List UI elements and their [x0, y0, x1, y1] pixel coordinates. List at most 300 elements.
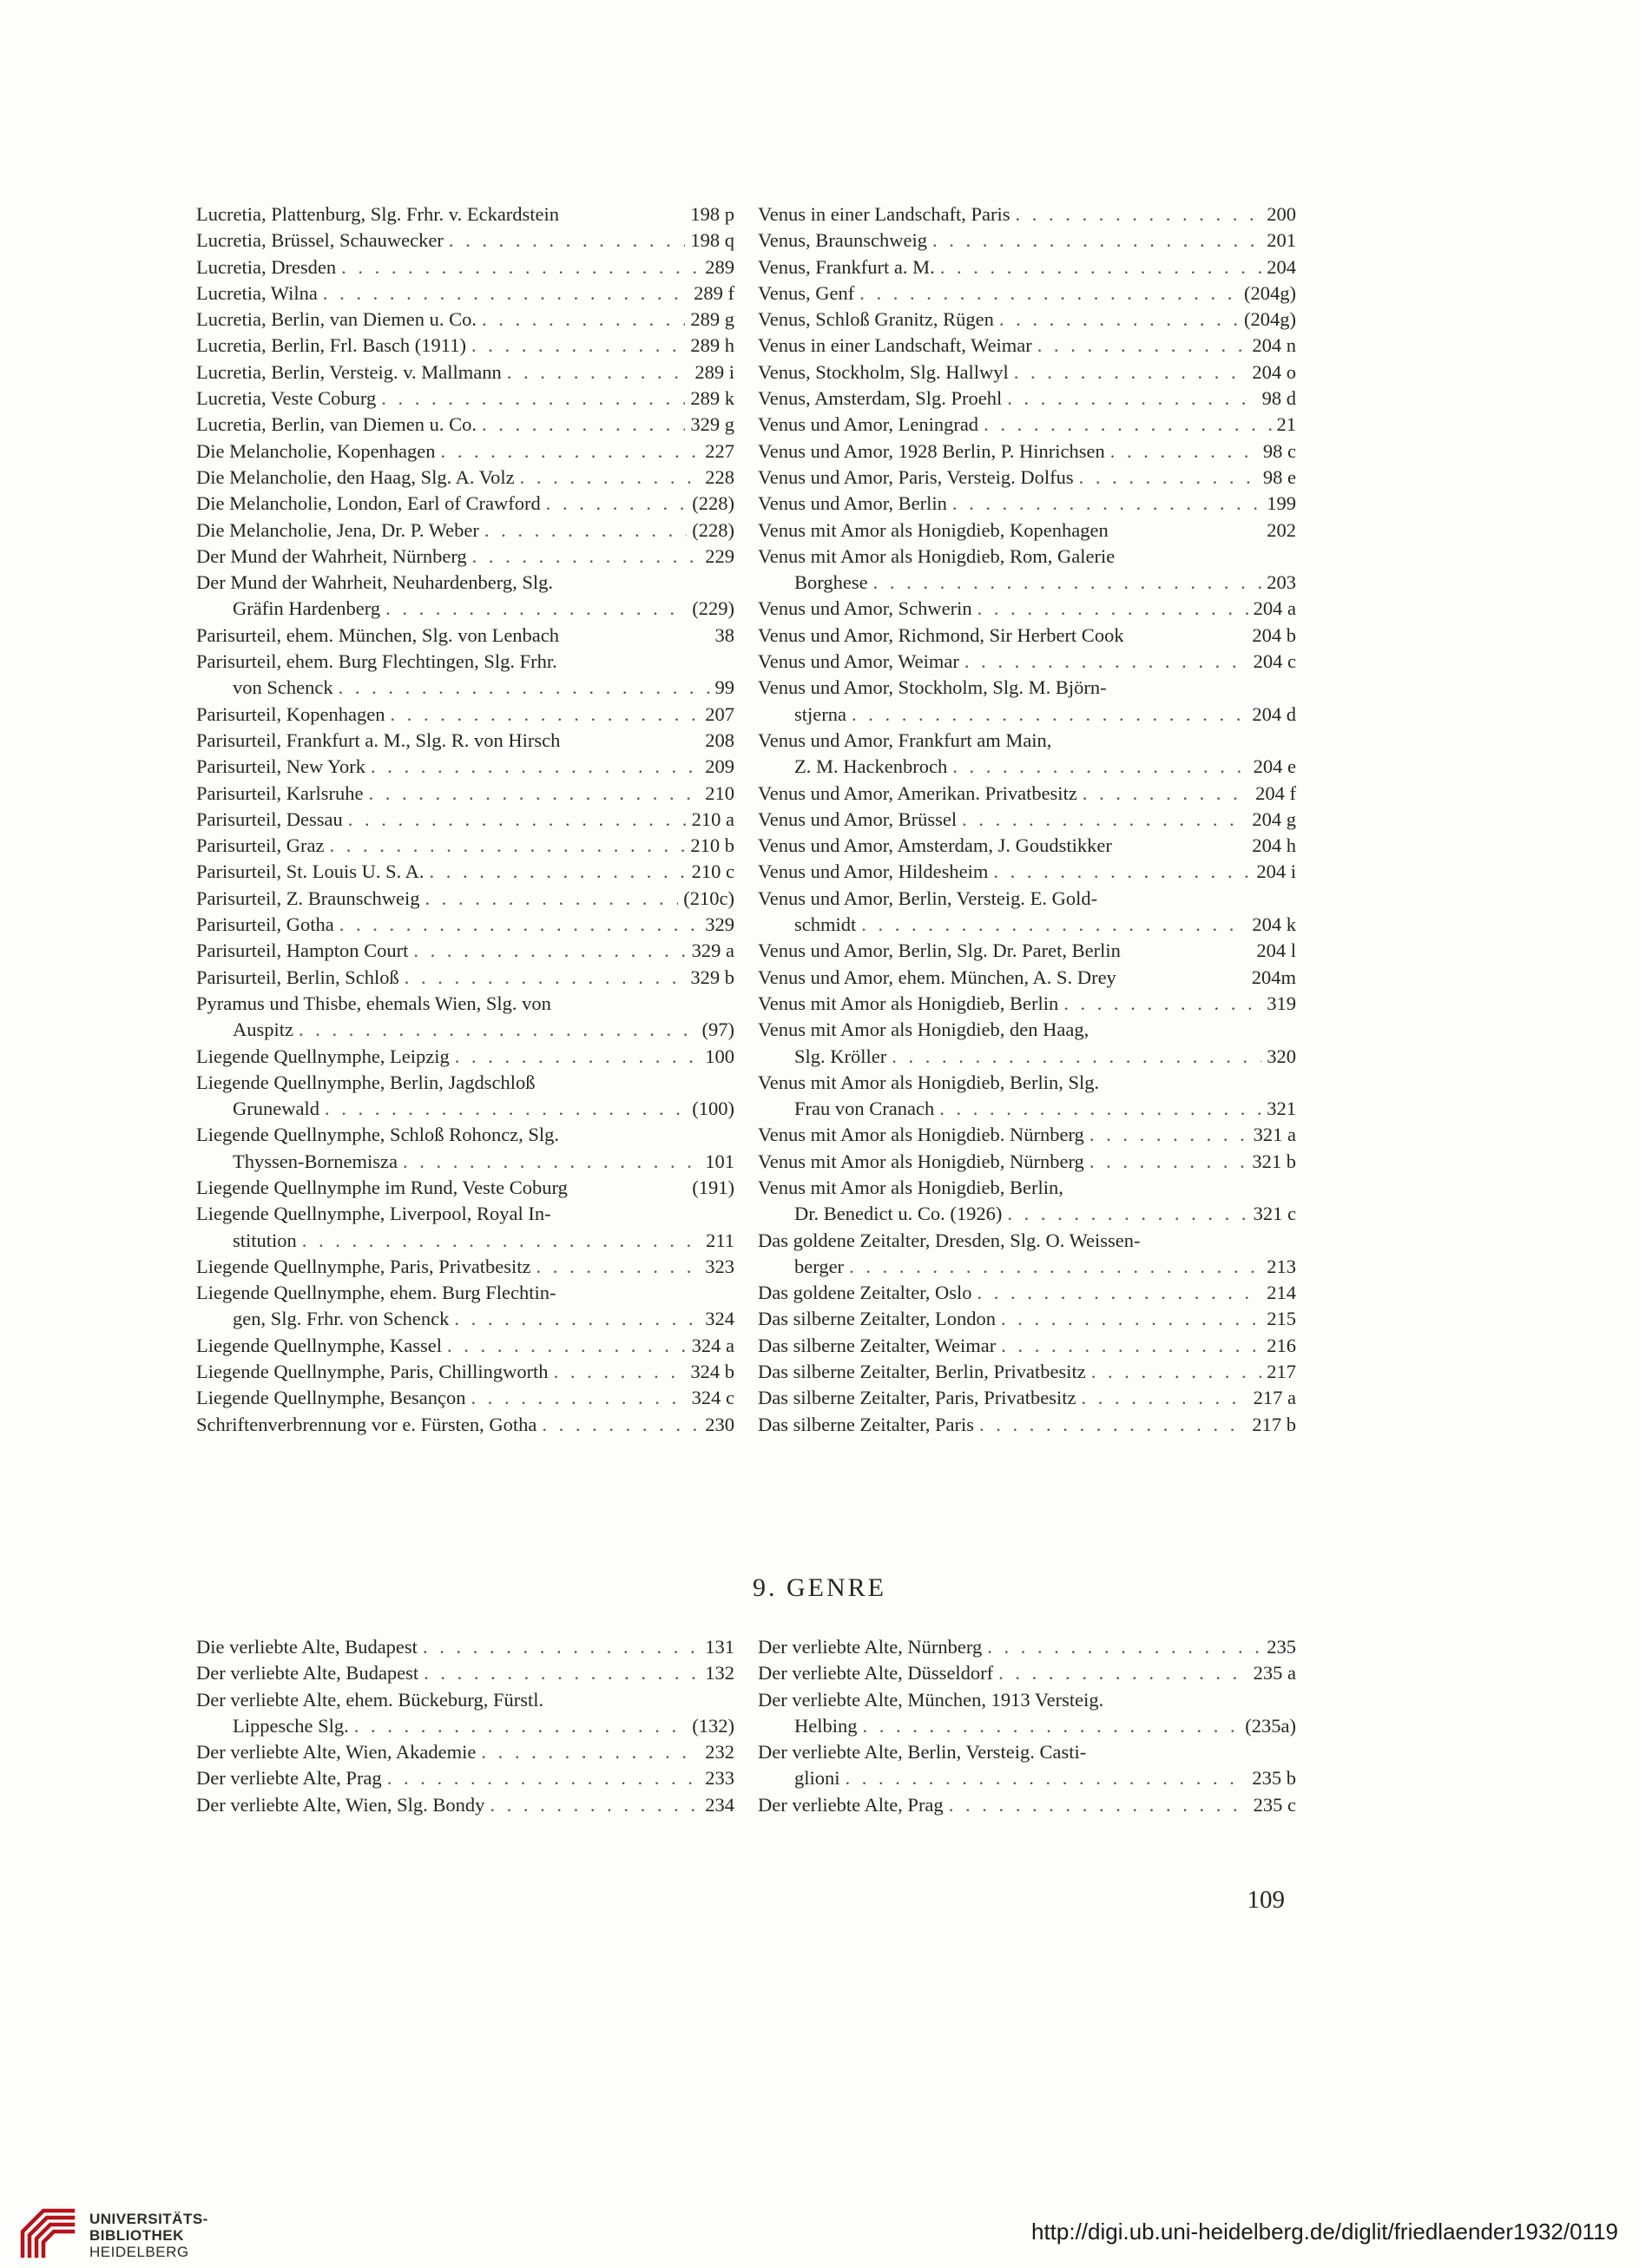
entry-page-ref: 213 — [1267, 1255, 1296, 1277]
entry-title-line — [758, 307, 1296, 333]
entry-text: Venus und Amor, Weimar — [758, 650, 959, 673]
entry-text: Venus mit Amor als Honigdieb, Kopenhagen — [758, 518, 1109, 541]
entry-title-line — [758, 1687, 1296, 1713]
leader-dots — [477, 412, 685, 438]
entry-page-ref: 200 — [1267, 203, 1296, 225]
leader-dots — [996, 1306, 1261, 1332]
leader-dots — [365, 754, 700, 780]
entry-title-line — [758, 675, 1296, 701]
index-entry — [196, 1792, 734, 1818]
entry-page-ref: 204 f — [1255, 781, 1296, 804]
entry-text: Thyssen-Bornemisza — [233, 1150, 398, 1172]
leader-dots — [297, 1228, 701, 1254]
entry-page-ref: 204 e — [1253, 755, 1296, 778]
entry-text: Venus mit Amor als Honigdieb, Nürnberg — [758, 1150, 1084, 1172]
entry-title-line — [758, 649, 1296, 675]
leader-dots — [974, 1412, 1247, 1438]
entry-text: Parisurteil, Frankfurt a. M., Slg. R. von Hirsch — [196, 729, 561, 751]
index-entry — [758, 859, 1296, 885]
leader-dots — [467, 544, 701, 570]
index-entry — [758, 1122, 1296, 1148]
index-entry — [196, 1412, 734, 1438]
entry-page-ref: 289 — [705, 255, 734, 278]
entry-title-line — [758, 1306, 1296, 1332]
entry-text: Der Mund der Wahrheit, Nürnberg — [196, 544, 467, 567]
leader-dots — [477, 307, 685, 333]
entry-page-ref: 214 — [1267, 1282, 1296, 1304]
leader-dots — [972, 596, 1248, 622]
entry-text: schmidt — [794, 913, 857, 936]
index-entry — [196, 465, 734, 491]
entry-page-ref: 235 b — [1252, 1767, 1296, 1790]
leader-dots — [1010, 201, 1262, 227]
leader-dots — [927, 227, 1261, 254]
entry-title-line — [758, 227, 1296, 254]
entry-text: Lucretia, Wilna — [196, 281, 318, 304]
entry-text: Parisurteil, New York — [196, 755, 365, 778]
entry-page-ref: 100 — [705, 1045, 734, 1067]
entry-title-line — [196, 1412, 734, 1438]
entry-page-ref: 207 — [705, 702, 734, 725]
entry-title-line — [196, 438, 734, 465]
index-entry — [758, 781, 1296, 807]
entry-title-line — [758, 1070, 1296, 1096]
index-entry — [196, 1739, 734, 1765]
entry-title-line — [758, 859, 1296, 885]
entry-page-ref: 99 — [714, 676, 734, 699]
index-entry — [196, 1044, 734, 1070]
leader-dots — [376, 386, 685, 412]
source-url-link[interactable]: http://digi.ub.uni-heidelberg.de/diglit/friedlaender1932/0119 — [1030, 2219, 1618, 2245]
entry-page-ref: 234 — [705, 1793, 734, 1816]
leader-dots — [334, 912, 701, 938]
entry-text: Lucretia, Berlin, van Diemen u. Co. — [196, 308, 477, 331]
entry-page-ref: 217 b — [1252, 1413, 1296, 1435]
entry-text: Das silberne Zeitalter, Weimar — [758, 1334, 997, 1356]
leader-dots — [844, 1254, 1261, 1280]
entry-title-line — [758, 254, 1296, 280]
entry-text: Das silberne Zeitalter, Paris — [758, 1413, 975, 1435]
entry-text: Lucretia, Dresden — [196, 255, 337, 278]
index-entry — [196, 359, 734, 386]
entry-text: Parisurteil, Dessau — [196, 808, 343, 830]
entry-continuation-line — [758, 1201, 1296, 1227]
entry-page-ref: (229) — [692, 597, 734, 620]
entry-title-line — [758, 938, 1296, 964]
entry-title-line — [758, 438, 1296, 465]
entry-text: Venus und Amor, Stockholm, Slg. M. Björn- — [758, 676, 1107, 699]
entry-page-ref: 38 — [714, 623, 734, 646]
entry-text: Lucretia, Berlin, Frl. Basch (1911) — [196, 334, 466, 357]
entry-text: Parisurteil, Karlsruhe — [196, 781, 364, 804]
entry-page-ref: 204 l — [1256, 940, 1296, 962]
entry-text: Borghese — [794, 571, 868, 594]
entry-title-line — [758, 1175, 1296, 1201]
entry-title-line — [196, 833, 734, 859]
index-entry — [758, 596, 1296, 622]
entry-text: Venus und Amor, Berlin, Slg. Dr. Paret, Berlin — [758, 940, 1121, 962]
entry-page-ref: 321 — [1267, 1098, 1296, 1120]
index-entry — [196, 754, 734, 780]
entry-text: Der verliebte Alte, Prag — [758, 1793, 944, 1816]
index-entry — [758, 833, 1296, 859]
leader-dots — [1105, 438, 1258, 465]
index-entry — [196, 386, 734, 412]
entry-title-line — [196, 1765, 734, 1791]
library-name-line2: BIBLIOTHEK — [89, 2227, 184, 2244]
leader-dots — [947, 491, 1261, 517]
leader-dots — [854, 280, 1239, 307]
entry-text: Das goldene Zeitalter, Dresden, Slg. O. Weissen- — [758, 1229, 1141, 1251]
entry-page-ref: 208 — [705, 729, 734, 751]
entry-text: Liegende Quellnymphe, Leipzig — [196, 1045, 450, 1067]
entry-page-ref: 321 a — [1253, 1124, 1296, 1146]
entry-page-ref: 204 c — [1253, 650, 1296, 673]
entry-continuation-line — [196, 1017, 734, 1043]
page-number: 109 — [1247, 1886, 1285, 1914]
entry-title-line — [196, 254, 734, 280]
entry-title-line — [196, 886, 734, 912]
entry-page-ref: 204 h — [1252, 834, 1296, 857]
entry-text: Venus und Amor, Richmond, Sir Herbert Cook — [758, 623, 1124, 646]
entry-page-ref: 201 — [1267, 229, 1296, 252]
index-entry — [758, 728, 1296, 781]
entry-page-ref: (204g) — [1244, 308, 1296, 331]
leader-dots — [978, 412, 1271, 438]
entry-text: Der verliebte Alte, Budapest — [196, 1662, 419, 1685]
entry-title-line — [758, 280, 1296, 307]
entry-page-ref: 233 — [705, 1767, 734, 1790]
entry-page-ref: 232 — [705, 1741, 734, 1764]
entry-title-line — [196, 649, 734, 675]
index-entry — [196, 412, 734, 438]
entry-page-ref: 227 — [705, 439, 734, 462]
leader-dots — [959, 649, 1248, 675]
entry-title-line — [196, 465, 734, 491]
entry-text: Venus und Amor, Hildesheim — [758, 860, 989, 883]
entry-text: Venus und Amor, Paris, Versteig. Dolfus — [758, 465, 1074, 488]
index-entry — [196, 859, 734, 885]
index-entry — [758, 227, 1296, 254]
index-entry — [758, 1792, 1296, 1818]
entry-text: Die Melancholie, Jena, Dr. P. Weber — [196, 518, 479, 541]
entry-page-ref: (132) — [692, 1714, 734, 1737]
entry-title-line — [758, 1660, 1296, 1686]
index-entry — [758, 491, 1296, 517]
entry-page-ref: 101 — [705, 1150, 734, 1172]
entry-page-ref: 204 a — [1253, 597, 1296, 620]
entry-text: Parisurteil, Z. Braunschweig — [196, 887, 420, 909]
entry-text: Liegende Quellnymphe, Kassel — [196, 1334, 443, 1356]
entry-text: Parisurteil, St. Louis U. S. A. — [196, 860, 425, 883]
index-entry — [196, 1687, 734, 1740]
leader-dots — [957, 807, 1247, 833]
leader-dots — [982, 1634, 1261, 1660]
index-entry — [758, 623, 1296, 649]
ub-heidelberg-logo-icon — [17, 2205, 78, 2259]
entry-continuation-line — [758, 702, 1296, 728]
entry-title-line — [196, 1122, 734, 1148]
leader-dots — [349, 1713, 688, 1739]
leader-dots — [398, 1149, 700, 1175]
index-entry — [758, 544, 1296, 597]
entry-page-ref: 204 i — [1256, 860, 1296, 883]
entry-text: Liegende Quellnymphe, Besançon — [196, 1387, 466, 1409]
entry-page-ref: 230 — [705, 1413, 734, 1435]
index-entry — [758, 675, 1296, 728]
entry-text: Liegende Quellnymphe, ehem. Burg Flechtin- — [196, 1282, 556, 1304]
entry-title-line — [758, 386, 1296, 412]
index-entry — [758, 201, 1296, 227]
leader-dots — [515, 465, 701, 491]
entry-text: Venus und Amor, Leningrad — [758, 413, 979, 436]
entry-text: Venus mit Amor als Honigdieb, Rom, Galerie — [758, 544, 1116, 567]
index-entry — [758, 307, 1296, 333]
leader-dots — [363, 781, 700, 807]
entry-text: Der verliebte Alte, Wien, Slg. Bondy — [196, 1793, 485, 1816]
index-entry — [758, 412, 1296, 438]
entry-title-line — [196, 702, 734, 728]
entry-text: Liegende Quellnymphe, Liverpool, Royal In- — [196, 1203, 551, 1225]
entry-title-line — [758, 728, 1296, 754]
index-entry — [196, 1070, 734, 1123]
entry-text: Parisurteil, Graz — [196, 834, 325, 857]
entry-text: Lucretia, Veste Coburg — [196, 387, 377, 410]
entry-text: Venus mit Amor als Honigdieb, Berlin, Slg. — [758, 1071, 1100, 1093]
index-entry — [196, 544, 734, 570]
entry-title-line — [758, 1412, 1296, 1438]
entry-page-ref: 131 — [705, 1636, 734, 1658]
leader-dots — [324, 833, 685, 859]
entry-text: Das silberne Zeitalter, London — [758, 1308, 997, 1330]
leader-dots — [868, 570, 1262, 596]
leader-dots — [476, 1739, 700, 1765]
index-entry — [758, 1385, 1296, 1411]
entry-title-line — [196, 359, 734, 386]
leader-dots — [988, 859, 1251, 885]
entry-page-ref: (235a) — [1245, 1714, 1296, 1737]
index-entry — [196, 1359, 734, 1385]
entry-text: Liegende Quellnymphe, Berlin, Jagdschloß — [196, 1071, 536, 1093]
entry-continuation-line — [758, 1713, 1296, 1739]
section-heading: 9. GENRE — [753, 1573, 886, 1602]
index-entry — [758, 280, 1296, 307]
entry-page-ref: 202 — [1267, 518, 1296, 541]
entry-text: Das silberne Zeitalter, Paris, Privatbesitz — [758, 1387, 1076, 1409]
entry-title-line — [758, 1228, 1296, 1254]
leader-dots — [450, 1044, 700, 1070]
index-entry — [196, 1660, 734, 1686]
leader-dots — [293, 1017, 697, 1043]
entry-title-line — [758, 1634, 1296, 1660]
entry-continuation-line — [196, 675, 734, 701]
entry-text: Venus und Amor, Schwerin — [758, 597, 972, 620]
entry-page-ref: 329 b — [690, 966, 734, 988]
entry-text: Der verliebte Alte, Düsseldorf — [758, 1662, 994, 1685]
index-entry — [196, 1280, 734, 1333]
entry-text: Liegende Quellnymphe, Schloß Rohoncz, Slg. — [196, 1124, 560, 1146]
index-entry — [196, 1333, 734, 1359]
entry-page-ref: 132 — [705, 1662, 734, 1685]
entry-text: Venus mit Amor als Honigdieb, den Haag, — [758, 1019, 1089, 1041]
leader-dots — [972, 1280, 1262, 1306]
entry-title-line — [196, 1660, 734, 1686]
entry-title-line — [196, 807, 734, 833]
entry-page-ref: 210 c — [691, 860, 734, 883]
entry-title-line — [196, 201, 734, 227]
index-entry — [196, 938, 734, 964]
index-entry — [196, 1122, 734, 1175]
entry-page-ref: 329 a — [691, 940, 734, 962]
entry-page-ref: 228 — [705, 465, 734, 488]
entry-page-ref: 204m — [1251, 966, 1296, 988]
leader-dots — [947, 754, 1247, 780]
entry-title-line — [758, 412, 1296, 438]
index-entry — [758, 1017, 1296, 1070]
index-entry — [758, 1280, 1296, 1306]
entry-page-ref: 235 — [1267, 1636, 1296, 1658]
entry-continuation-line — [758, 1765, 1296, 1791]
entry-text: Gräfin Hardenberg — [233, 597, 381, 620]
entry-text: Venus und Amor, Amsterdam, J. Goudstikker — [758, 834, 1112, 857]
entry-text: Venus, Frankfurt a. M. — [758, 255, 935, 278]
entry-text: Venus mit Amor als Honigdieb, Berlin, — [758, 1176, 1063, 1198]
entry-continuation-line — [758, 912, 1296, 938]
entry-text: Liegende Quellnymphe, Paris, Privatbesitz — [196, 1255, 531, 1277]
entry-text: stitution — [233, 1229, 297, 1251]
entry-title-line — [196, 859, 734, 885]
index-entry — [196, 991, 734, 1044]
entry-page-ref: 329 g — [690, 413, 734, 436]
index-entry — [758, 1228, 1296, 1281]
entry-title-line — [196, 1044, 734, 1070]
leader-dots — [1086, 1359, 1262, 1385]
entry-text: Lippesche Slg. — [233, 1714, 349, 1737]
index-entry — [758, 649, 1296, 675]
entry-continuation-line — [196, 596, 734, 622]
entry-text: Das goldene Zeitalter, Oslo — [758, 1282, 972, 1304]
index-entry — [196, 965, 734, 991]
entry-title-line — [196, 1280, 734, 1306]
entry-text: Lucretia, Berlin, van Diemen u. Co. — [196, 413, 477, 436]
index-entry — [196, 1385, 734, 1411]
entry-text: Z. M. Hackenbroch — [794, 755, 948, 778]
entry-title-line — [196, 307, 734, 333]
entry-text: Slg. Kröller — [794, 1045, 887, 1067]
entry-title-line — [758, 491, 1296, 517]
entry-title-line — [758, 359, 1296, 386]
entry-page-ref: 289 g — [690, 308, 734, 331]
entry-page-ref: 210 a — [691, 808, 734, 830]
entry-page-ref: 204 k — [1252, 913, 1296, 936]
entry-title-line — [196, 1175, 734, 1201]
index-entry — [758, 938, 1296, 964]
entry-title-line — [196, 1739, 734, 1765]
leader-dots — [944, 1792, 1248, 1818]
leader-dots — [549, 1359, 686, 1385]
leader-dots — [1002, 1201, 1247, 1227]
leader-dots — [996, 1333, 1261, 1359]
index-entry — [758, 886, 1296, 939]
entry-page-ref: 199 — [1267, 492, 1296, 515]
entry-text: Venus und Amor, 1928 Berlin, P. Hinrichsen — [758, 439, 1105, 462]
entry-title-line — [758, 201, 1296, 227]
leader-dots — [541, 491, 688, 517]
entry-title-line — [196, 386, 734, 412]
entry-text: von Schenck — [233, 676, 333, 699]
entry-page-ref: 321 b — [1252, 1150, 1296, 1172]
entry-title-line — [758, 544, 1296, 570]
index-entry — [196, 833, 734, 859]
library-name-line1: UNIVERSITÄTS- — [89, 2211, 208, 2227]
index-entry — [758, 1070, 1296, 1123]
entry-text: Venus und Amor, Frankfurt am Main, — [758, 729, 1052, 751]
entry-title-line — [196, 991, 734, 1017]
leader-dots — [1077, 781, 1250, 807]
entry-continuation-line — [758, 1044, 1296, 1070]
index-entry — [196, 307, 734, 333]
index-column-right — [758, 201, 1296, 1438]
leader-dots — [436, 438, 701, 465]
index-entry — [758, 1412, 1296, 1438]
entry-title-line — [196, 544, 734, 570]
entry-title-line — [196, 1359, 734, 1385]
index-entry — [758, 991, 1296, 1017]
leader-dots — [858, 1713, 1241, 1739]
index-entry — [196, 1254, 734, 1280]
entry-title-line — [758, 991, 1296, 1017]
leader-dots — [333, 675, 710, 701]
entry-text: Die Melancholie, Kopenhagen — [196, 439, 436, 462]
entry-title-line — [196, 754, 734, 780]
entry-continuation-line — [758, 1254, 1296, 1280]
entry-title-line — [758, 1739, 1296, 1765]
index-entry — [196, 254, 734, 280]
index-entry — [196, 438, 734, 465]
entry-page-ref: 204 n — [1252, 334, 1296, 357]
entry-page-ref: 329 — [705, 913, 734, 936]
leader-dots — [1084, 1149, 1247, 1175]
entry-title-line — [758, 1017, 1296, 1043]
entry-text: Liegende Quellnymphe im Rund, Veste Coburg — [196, 1176, 568, 1198]
leader-dots — [1074, 465, 1258, 491]
entry-page-ref: 216 — [1267, 1334, 1296, 1356]
entry-page-ref: 323 — [705, 1255, 734, 1277]
entry-title-line — [196, 1687, 734, 1713]
leader-dots — [1084, 1122, 1248, 1148]
entry-title-line — [758, 1149, 1296, 1175]
index-entry — [758, 333, 1296, 359]
entry-continuation-line — [196, 1228, 734, 1254]
entry-text: glioni — [794, 1767, 840, 1790]
index-entry — [758, 1149, 1296, 1175]
leader-dots — [993, 1660, 1247, 1686]
entry-page-ref: (228) — [692, 492, 734, 515]
entry-text: Lucretia, Brüssel, Schauwecker — [196, 229, 444, 252]
index-entry — [758, 1739, 1296, 1792]
leader-dots — [385, 702, 700, 728]
index-entry — [196, 807, 734, 833]
entry-title-line — [196, 1792, 734, 1818]
entry-text: Der verliebte Alte, Nürnberg — [758, 1636, 983, 1658]
entry-text: Der verliebte Alte, München, 1913 Versteig. — [758, 1688, 1104, 1711]
index-entry — [758, 1359, 1296, 1385]
leader-dots — [408, 938, 686, 964]
entry-title-line — [196, 227, 734, 254]
entry-page-ref: 319 — [1267, 992, 1296, 1014]
index-entry — [758, 254, 1296, 280]
entry-continuation-line — [196, 1306, 734, 1332]
